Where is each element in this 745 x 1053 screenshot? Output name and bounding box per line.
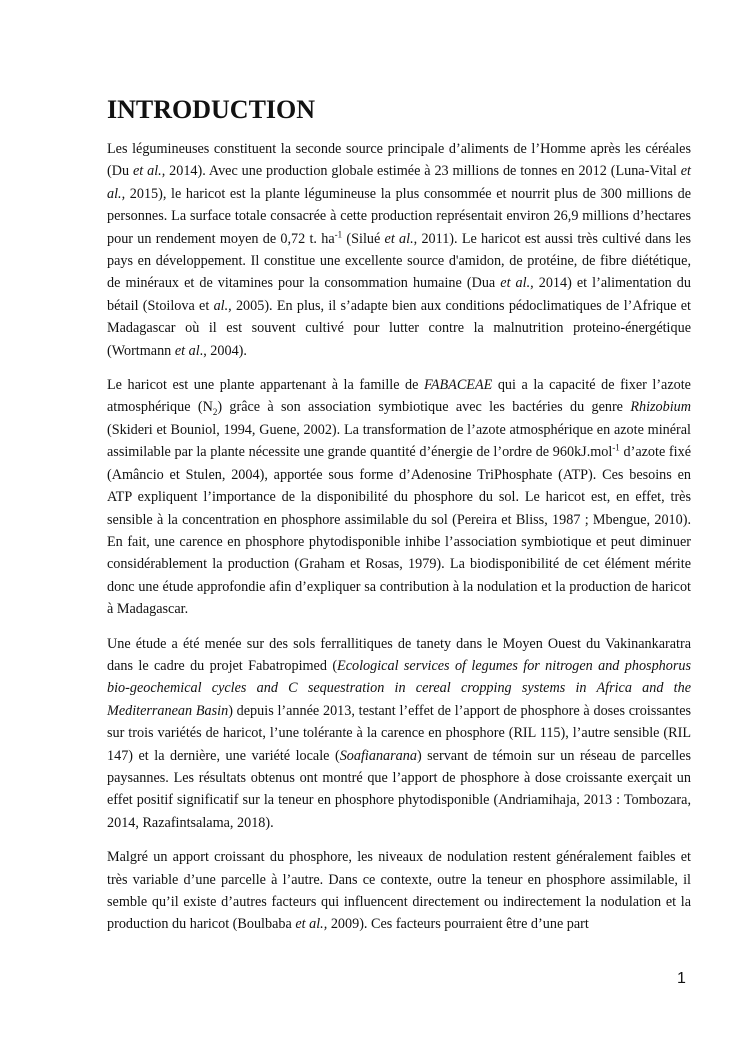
italic-run: et al. [132,163,162,180]
italic-run: et al. [384,230,414,247]
page-number: 1 [677,970,686,987]
text-run: d’azote fixé (Amâncio et Stulen, 2004), apportée sous forme d’Adenosine TriPhosphate (ATP). Ces besoins en ATP expliquent l’importance de la disponibilité du phosphore du sol. Le haricot est, en effet, très sensible à la concentration en phosphore assimilable du sol (Pereira et Bliss, 1987 ; Mbengue, 2010). En fait, une carence en phosphore phytodisponible inhibe l’association symbiotique et peut diminuer considérablement la production (Graham et Rosas, 1979). La biodisponibilité de cet élément mérite donc une étude approfondie afin d’expliquer sa contribution à la nodulation et la production de haricot à Madagascar. [107,444,691,618]
text-run: Une étude a été menée sur des sols ferrallitiques de tanety dans le Moyen Ouest du Vakinankaratra dans le cadre du projet Fabatropimed ( [107,635,691,674]
text-run: Les légumineuses constituent la seconde source principale d’aliments de l’Homme après les céréales (Du [107,141,691,180]
text-run: 2015), le haricot est la plante légumineuse la plus consommée et nourrit plus de 300 millions de personnes. La surface totale consacrée à cette production représentait environ 26,9 millions d’hectares pour un rendement moyen de 0,72 t. ha [107,185,691,247]
italic-run: FABACEAE [423,377,493,394]
text-run: , 2014). Avec une production globale estimée à 23 millions de tonnes en 2012 (Luna-Vital [161,163,681,180]
text-run: ) grâce à son association symbiotique avec les bactéries du genre [217,399,631,416]
superscript: -1 [612,442,620,453]
paragraph-1 [107,138,691,362]
italic-run: Rhizobium [630,399,692,416]
section-heading: INTRODUCTION [107,95,316,124]
text-run: Le haricot est une plante appartenant à la famille de [107,377,424,394]
text-run: (Silué [342,230,385,247]
text-run: (Skideri et Bouniol, 1994, Guene, 2002). La transformation de l’azote atmosphérique en azote minéral assimilable par la plante nécessite une grande quantité d’énergie de l’ordre de 960kJ.mol [107,421,691,461]
text-run: 2005). En plus, il s’adapte bien aux conditions pédoclimatiques de l’Afrique et Madagascar où il est souvent cultivé pour lutter contre la malnutrition proteino-énergétique (Wortmann [107,297,691,359]
paragraph-2 [107,374,691,620]
paragraph-3 [107,633,691,835]
text-run: 2009). Ces facteurs pourraient être d’une part [327,916,589,933]
text-run: 2014) et l’alimentation du bétail (Stoilova et [107,275,691,314]
paragraph-4 [107,846,691,936]
page-content [107,92,691,948]
text-run: ) servant de témoin sur un réseau de parcelles paysannes. Les résultats obtenus ont montré que l’apport de phosphore à dose croissante exerçait un effet positif significatif sur la teneur en phosphore phytodisponible (Andriamihaja, 2013 : Tombozara, 2014, Razafintsalama, 2018). [107,747,691,831]
text-run: ) depuis l’année 2013, testant l’effet de l’apport de phosphore à doses croissantes sur trois variétés de haricot, l’une tolérante à la carence en phosphore (RIL 115), l’autre sensible (RIL 147) et la dernière, une variété locale ( [107,702,692,764]
text-run: Malgré un apport croissant du phosphore, les niveaux de nodulation restent généralement faibles et très variable d’une parcelle à l’autre. Dans ce contexte, outre la teneur en phosphore assimilable, il semble qu’il existe d’autres facteurs qui influencent directement ou indirectement la nodulation et la production du haricot (Boulbaba [107,849,691,933]
italic-run: et al., [107,163,691,202]
text-run: , 2011). Le haricot est aussi très cultivé dans les pays en développement. Il constitue une excellente source d'amidon, de protéine, de fibre diététique, de minéraux et de vitamines pour la consommation humaine (Dua [107,230,692,292]
superscript: -1 [334,228,343,239]
text-run: ., 2004). [199,342,247,359]
subscript: 2 [212,407,218,418]
italic-run: al., [213,297,232,314]
italic-run: Ecological services of legumes for nitrogen and phosphorus bio-geochemical cycles and C sequestration in cereal cropping systems in Africa and the Mediterranean Basin [107,657,691,719]
italic-run: et al., [295,916,328,933]
text-run: qui a la capacité de fixer l’azote atmosphérique (N [107,377,691,416]
italic-run: Soafianarana [339,747,417,764]
italic-run: et al [174,342,200,359]
italic-run: et al., [500,275,534,292]
